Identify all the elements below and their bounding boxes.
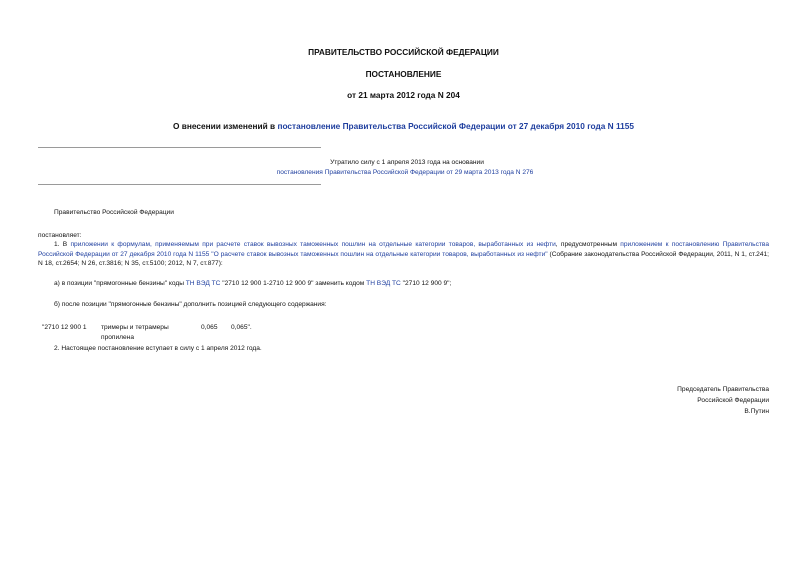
pa-mid: "2710 12 900 1-2710 12 900 9" заменить кодом — [220, 280, 367, 287]
title-link-resolution-1155[interactable]: постановление Правительства Российской Федерации от 27 декабря 2010 года N 1155 — [277, 121, 634, 131]
p1-link-appendix-formulas[interactable]: приложении к формулам, применяемым при расчете ставок вывозных таможенных пошлин на отдельные категории товаров, выработанных из нефти — [70, 241, 556, 248]
paragraph-2: 2. Настоящее постановление вступает в силу с 1 апреля 2012 года. — [54, 345, 262, 352]
position-name-line1: тримеры и тетрамеры — [101, 324, 169, 331]
position-coefficient-1: 0,065 — [201, 324, 218, 331]
status-rule-top — [38, 147, 321, 148]
position-coefficient-2: 0,065". — [231, 324, 252, 331]
pa-link-tnved-1[interactable]: ТН ВЭД ТС — [185, 280, 221, 287]
title-prefix: О внесении изменений в — [173, 121, 278, 131]
p1-lead: 1. В — [54, 241, 71, 248]
paragraph-a — [54, 279, 769, 289]
p1-link-resolution-appendix[interactable]: приложением к постановлению Правительства Российской Федерации от 27 декабря 2010 года N 1155 "О расчете ставок вывозных таможенных пошлин на отдельные категории товаров, выработанных из нефти" — [38, 241, 769, 258]
document-type-heading: ПОСТАНОВЛЕНИЕ — [365, 69, 442, 79]
status-rule-bottom — [38, 184, 321, 185]
position-name-line2: пропилена — [101, 334, 134, 341]
signature-org: Российской Федерации — [697, 397, 769, 404]
signature-block — [569, 384, 769, 417]
decides-label: постановляет: — [38, 232, 82, 239]
position-code: "2710 12 900 1 — [42, 324, 87, 331]
p1-tail: (Собрание законодательства Российской Федерации, 2011, N 1, ст.241; N 18, ст.2654; N 26, ст.3816; N 35, ст.5100; 2012, N 7, ст.877): — [38, 250, 769, 268]
government-heading: ПРАВИТЕЛЬСТВО РОССИЙСКОЙ ФЕДЕРАЦИИ — [308, 47, 499, 57]
signature-name: В.Путин — [744, 408, 769, 415]
intro-government: Правительство Российской Федерации — [54, 209, 174, 216]
pa-tail: "2710 12 900 9"; — [400, 280, 452, 287]
date-number-heading: от 21 марта 2012 года N 204 — [347, 90, 460, 100]
pa-link-tnved-2[interactable]: ТН ВЭД ТС — [366, 280, 401, 287]
paragraph-b: б) после позиции "прямогонные бензины" дополнить позицией следующего содержания: — [54, 301, 327, 308]
paragraph-1 — [38, 240, 769, 269]
status-note-line1: Утратило силу с 1 апреля 2013 года на основании — [330, 159, 484, 166]
pa-lead: а) в позиции "прямогонные бензины" коды — [54, 280, 186, 287]
document-title — [0, 121, 807, 131]
signature-position: Председатель Правительства — [677, 386, 769, 393]
p1-mid: , предусмотренным — [555, 241, 621, 248]
status-note-link[interactable]: постановления Правительства Российской Федерации от 29 марта 2013 года N 276 — [276, 169, 534, 176]
